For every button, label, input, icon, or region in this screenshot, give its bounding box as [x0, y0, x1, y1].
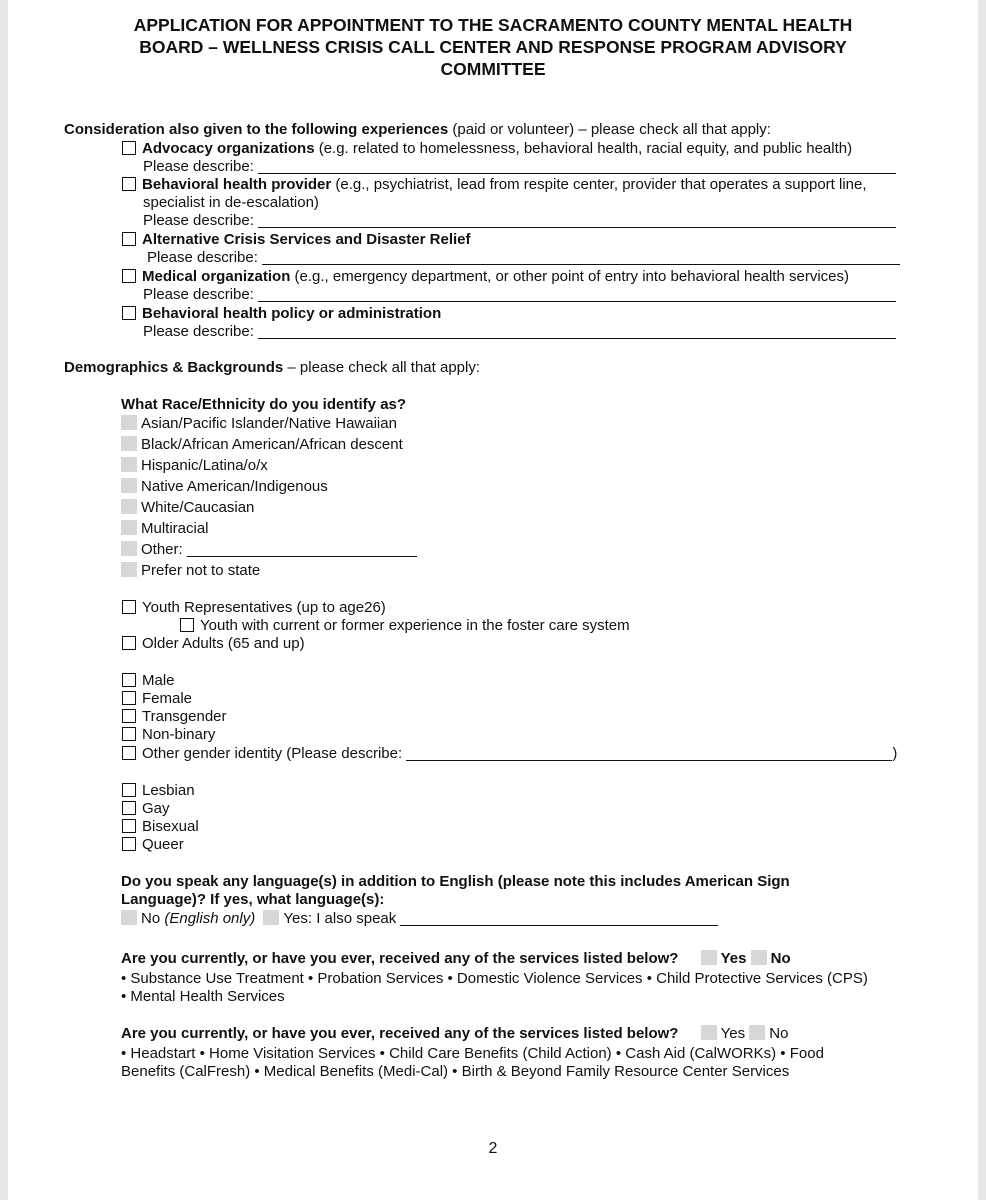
describe-label: Please describe: — [147, 249, 258, 266]
describe-label: Please describe: — [143, 286, 254, 303]
gender-checkbox[interactable] — [122, 691, 136, 705]
older-adults-option: Older Adults (65 and up) — [122, 635, 305, 653]
gender-option: Male — [122, 672, 175, 690]
race-checkbox[interactable] — [121, 499, 137, 514]
gender-checkbox[interactable] — [122, 673, 136, 687]
advocacy-describe-field[interactable] — [258, 159, 896, 174]
language-question-cont: Language)? If yes, what language(s): — [121, 891, 385, 908]
title-line-2: BOARD – WELLNESS CRISIS CALL CENTER AND RESPONSE PROGRAM ADVISORY — [139, 37, 847, 57]
medical-checkbox[interactable] — [122, 269, 136, 283]
describe-label: Please describe: — [143, 212, 254, 229]
describe-row-behavioral-provider — [143, 212, 896, 230]
orientation-checkbox[interactable] — [122, 783, 136, 797]
orientation-checkbox[interactable] — [122, 801, 136, 815]
describe-label: Please describe: — [143, 323, 254, 340]
experience-item-continuation: specialist in de-escalation) — [143, 194, 319, 211]
experiences-heading: Consideration also given to the following experiences (paid or volunteer) – please check all that apply: — [64, 121, 771, 138]
orientation-option: Queer — [122, 836, 184, 854]
describe-row-policy — [143, 323, 896, 341]
older-adults-checkbox[interactable] — [122, 636, 136, 650]
race-checkbox[interactable] — [121, 436, 137, 451]
race-other-field[interactable] — [187, 542, 417, 557]
gender-checkbox[interactable] — [122, 727, 136, 741]
language-no-checkbox[interactable] — [121, 910, 137, 925]
language-yes-checkbox[interactable] — [263, 910, 279, 925]
services1-list-cont: • Mental Health Services — [121, 988, 285, 1005]
experience-item-medical: Medical organization (e.g., emergency department, or other point of entry into behavioral health services) — [122, 268, 849, 286]
orientation-option: Bisexual — [122, 818, 199, 836]
policy-describe-field[interactable] — [258, 324, 896, 339]
policy-checkbox[interactable] — [122, 306, 136, 320]
race-option: Asian/Pacific Islander/Native Hawaiian — [121, 415, 397, 433]
race-checkbox[interactable] — [121, 541, 137, 556]
services1-no-checkbox[interactable] — [751, 950, 767, 965]
race-checkbox[interactable] — [121, 520, 137, 535]
orientation-checkbox[interactable] — [122, 819, 136, 833]
gender-option: Non-binary — [122, 726, 215, 744]
medical-describe-field[interactable] — [258, 287, 896, 302]
race-option: Multiracial — [121, 520, 209, 538]
language-field[interactable] — [400, 911, 718, 926]
describe-label: Please describe: — [143, 158, 254, 175]
race-checkbox[interactable] — [121, 562, 137, 577]
race-checkbox[interactable] — [121, 415, 137, 430]
describe-row-medical — [143, 286, 896, 304]
advocacy-checkbox[interactable] — [122, 141, 136, 155]
services2-list: • Headstart • Home Visitation Services • Child Care Benefits (Child Action) • Cash Aid (CalWORKs) • Food — [121, 1045, 824, 1062]
race-option: Hispanic/Latina/o/x — [121, 457, 268, 475]
page-title — [0, 14, 986, 80]
title-line-1: APPLICATION FOR APPOINTMENT TO THE SACRAMENTO COUNTY MENTAL HEALTH — [133, 15, 853, 35]
language-answer-row: No (English only) Yes: I also speak — [121, 910, 718, 928]
gender-checkbox[interactable] — [122, 709, 136, 723]
foster-checkbox[interactable] — [180, 618, 194, 632]
describe-row-advocacy — [143, 158, 896, 176]
services2-list-cont: Benefits (CalFresh) • Medical Benefits (Medi-Cal) • Birth & Beyond Family Resource Center Services — [121, 1063, 790, 1080]
gender-option: Female — [122, 690, 192, 708]
experience-item-policy: Behavioral health policy or administration — [122, 305, 441, 323]
orientation-option: Lesbian — [122, 782, 195, 800]
foster-option: Youth with current or former experience in the foster care system — [180, 617, 630, 635]
services2-yes-checkbox[interactable] — [701, 1025, 717, 1040]
experience-item-advocacy: Advocacy organizations (e.g. related to homelessness, behavioral health, racial equity, and public health) — [122, 140, 852, 158]
race-option: Native American/Indigenous — [121, 478, 328, 496]
race-option-other: Other: — [121, 541, 417, 559]
gender-option-other: Other gender identity (Please describe: ) — [122, 745, 897, 763]
page-number: 2 — [488, 1140, 498, 1157]
behavioral-provider-checkbox[interactable] — [122, 177, 136, 191]
youth-checkbox[interactable] — [122, 600, 136, 614]
gender-checkbox[interactable] — [122, 746, 136, 760]
demographics-heading: Demographics & Backgrounds – please check all that apply: — [64, 359, 481, 376]
experience-item-crisis-services: Alternative Crisis Services and Disaster Relief — [122, 231, 471, 249]
crisis-services-checkbox[interactable] — [122, 232, 136, 246]
orientation-checkbox[interactable] — [122, 837, 136, 851]
language-question: Do you speak any language(s) in addition to English (please note this includes American Sign — [121, 873, 790, 890]
orientation-option: Gay — [122, 800, 170, 818]
experience-item-behavioral-provider: Behavioral health provider (e.g., psychiatrist, lead from respite center, provider that operates a support line, — [122, 176, 867, 194]
crisis-services-describe-field[interactable] — [262, 250, 900, 265]
youth-option: Youth Representatives (up to age26) — [122, 599, 386, 617]
race-option: Black/African American/African descent — [121, 436, 403, 454]
services1-list: • Substance Use Treatment • Probation Services • Domestic Violence Services • Child Protective Services (CPS) — [121, 970, 868, 987]
race-option: Prefer not to state — [121, 562, 260, 580]
gender-option: Transgender — [122, 708, 227, 726]
services2-no-checkbox[interactable] — [749, 1025, 765, 1040]
services2-question-row: Are you currently, or have you ever, received any of the services listed below? Yes No — [121, 1025, 789, 1042]
race-option: White/Caucasian — [121, 499, 254, 517]
gender-other-field[interactable] — [406, 746, 892, 761]
services1-question-row: Are you currently, or have you ever, received any of the services listed below? Yes No — [121, 950, 791, 967]
race-checkbox[interactable] — [121, 478, 137, 493]
race-question: What Race/Ethnicity do you identify as? — [121, 396, 407, 413]
behavioral-provider-describe-field[interactable] — [258, 213, 896, 228]
race-checkbox[interactable] — [121, 457, 137, 472]
services1-yes-checkbox[interactable] — [701, 950, 717, 965]
title-line-3: COMMITTEE — [440, 59, 546, 79]
describe-row-crisis-services — [147, 249, 900, 267]
